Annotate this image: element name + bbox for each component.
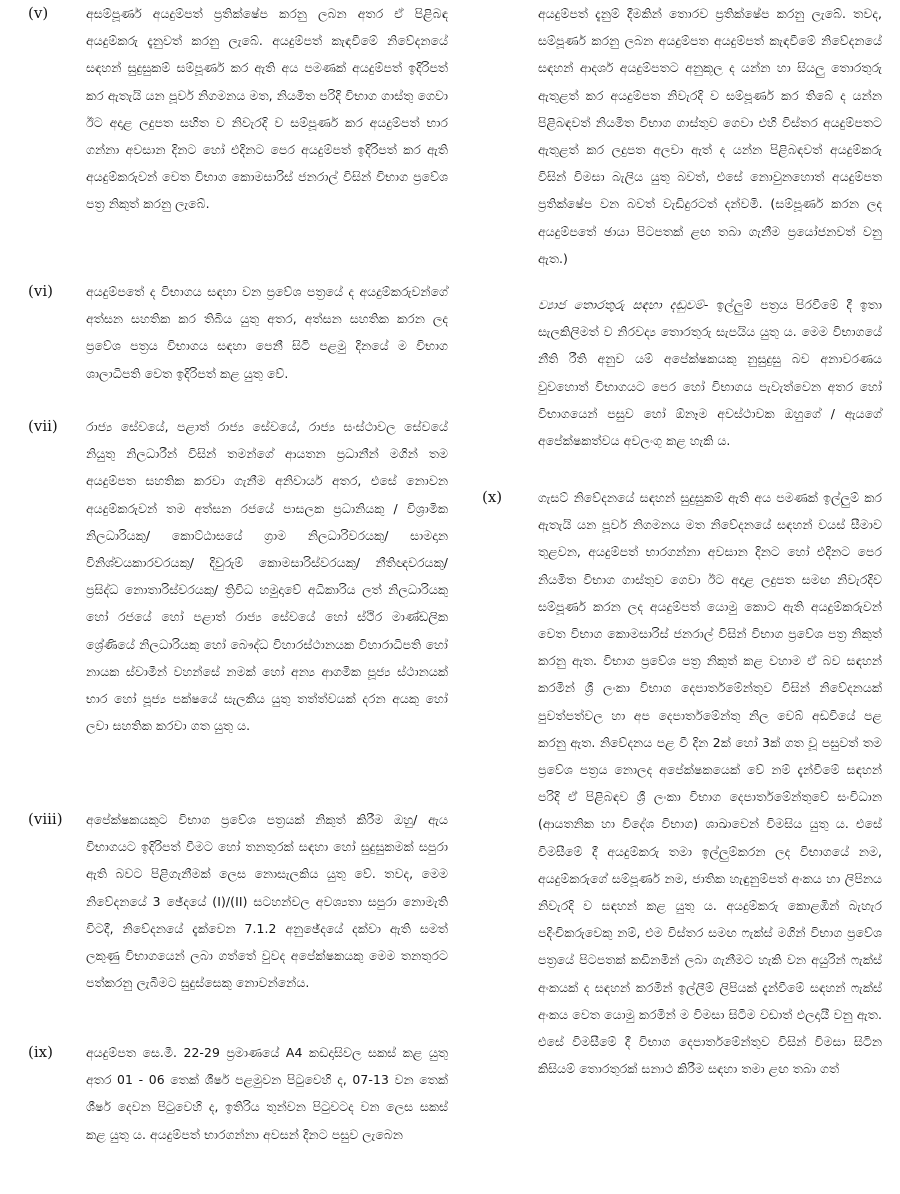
false-info-heading: ව්‍යාජ තොරතුරු සඳහා දඬුවම්- (538, 297, 709, 312)
clause-text: අයදුම්පතේ ද විභාගය සඳහා වන ප්‍රවේශ පත්‍රයේ ද අයදුම්කරුවන්ගේ අත්සන සහතික කර තිබිය යුතු අතර, අත්සන සහතික කරන ලද ප්‍රවේශ පත්‍රය විභාගය සඳහා පෙනී සිටි පළමු දිනයේ ම විභාග ශාලාධිපති වෙත ඉදිරිපත් කළ යුතු වේ. (86, 284, 448, 381)
clause-v (28, 0, 448, 282)
clause-vi (28, 278, 448, 418)
clause-text: අසම්පූර්ණ අයදුම්පත් ප්‍රතික්ෂේප කරනු ලබන අතර ඒ පිළිබඳ අයදුම්කරු දැනුවත් කරනු ලැබේ. අයදුම්පත් කැඳවීමේ නිවේදනයේ සඳහන් සුදුසුකම් සම්පූර්ණ කර ඇති අය පමණක් අයදුම්පත් ඉදිරිපත් කර ඇතැයි යන පූර්ව නිගමනය මත, නියමිත පරිදි විභාග ගාස්තු ගෙවා ඊට අදාළ ලදුපත සහිත ව නිවැරදි ව සම්පූර්ණ කර අයදුම්පත් භාර ගන්නා අවසාන දිනට හෝ එදිනට පෙර අයදුම්පත් ඉදිරිපත් කර ඇති අයදුම්කරුවන් වෙත විභාග කොමසාරිස් ජනරාල් විසින් විභාග ප්‍රවේශ පත්‍ර නිකුත් කරනු ලැබේ. (86, 6, 448, 212)
continuation-paragraph (482, 0, 882, 272)
clause-number: (v) (28, 4, 49, 22)
clause-text: අපේක්ෂකයකුට විභාග ප්‍රවේශ පත්‍රයක් නිකුත් කිරීම ඔහු/ ඇය විභාගයට ඉදිරිපත් වීමට හෝ තනතුරක් සඳහා හෝ සුදුසුකමක් සපුරා ඇති බවට පිළිගැනීමක් ලෙස නොසැලකිය යුතු වේ. තවද, මෙම නිවේදනයේ 3 ඡේදයේ (I)/(II) සටහන්වල අවශ්‍යතා සපුරා නොමැති විටදී, නිවේදනයේ දැක්වෙන 7.1.2 අනුඡේදයේ දක්වා ඇති සමත් ලකුණු විභාගයෙන් ලබා ගත්තේ වුවද අපේක්ෂකයකු මෙම තනතුරට පත්කරනු ලැබීමට සුදුස්සෙකු නොවන්නේය. (86, 812, 448, 991)
clause-number: (vii) (28, 417, 58, 435)
clause-x (482, 484, 882, 1082)
clause-vii (28, 413, 448, 803)
clause-text: රාජ්‍ය සේවයේ, පළාත් රාජ්‍ය සේවයේ, රාජ්‍ය සංස්ථාවල සේවයේ නියුතු නිලධාරීන් විසින් තමන්ගේ ආයතන ප්‍රධානීන් මගින් තම අයදුම්පත සහතික කරවා ගැනීම අනිවාර්ය අතර, එසේ නොවන අයදුම්කරුවන් තම අත්සන රජයේ පාසලක ප්‍රධානියකු / විශ්‍රාමික නිලධාරියකු/ කොට්ඨාසයේ ග්‍රාම නිලධාරිවරයකු/ සාමදාන විනිශ්චයකාරවරයකු/ දිවුරුම් කොමසාරිස්වරයකු/ නීතිඥවරයකු/ ප්‍රසිද්ධ නොතාරිස්වරයකු/ ත්‍රිවිධ හමුදාවේ අධිකාරිය ලත් නිලධාරියකු හෝ රජයේ හෝ පළාත් රාජ්‍ය සේවයේ හෝ ස්ථිර මාණ්ඩලික ශ්‍රේණියේ නිලධාරියකු හෝ බෞද්ධ විහාරස්ථානයක විහාරාධිපති හෝ නායක ස්වාමීන් වහන්සේ නමක් හෝ අන්‍ය ආගමික පූජ්‍ය ස්ථානයක් භාර හෝ පූජ්‍ය පක්ෂයේ සැලකිය යුතු තත්ත්වයක් දරන අයකු හෝ ලවා සහතික කරවා ගත යුතු ය. (86, 419, 448, 734)
false-info-paragraph (482, 291, 882, 454)
clause-number: (vi) (28, 282, 53, 300)
clause-text: ගැසට් නිවේදනයේ සඳහන් සුදුසුකම් ඇති අය පමණක් ඉල්ලුම් කර ඇතැයි යන පූර්ව නිගමනය මත නිවේදනයේ සඳහන් වයස් සීමාව තුළවන, අයදුම්පත් භාරගන්නා අවසාන දිනට හෝ එදිනට පෙර නියමිත විභාග ගාස්තුව ගෙවා ඊට අදාළ ලදුපත සමඟ නිවැරදිව සම්පූර්ණ කරන ලද අයදුම්පත් යොමු කොට ඇති අයදුම්කරුවන් වෙත විභාග කොමසාරිස් ජනරාල් විසින් විභාග ප්‍රවේශ පත්‍ර නිකුත් කරනු ඇත. විභාග ප්‍රවේශ පත්‍ර නිකුත් කළ වහාම ඒ බව සඳහන් කරමින් ශ්‍රී ලංකා විභාග දෙපාර්තමේන්තුව විසින් නිවේදනයක් පුවත්පත්වල හා අප දෙපාර්තමේන්තු නිල වෙබ් අඩවියේ පළ කරනු ඇත. නිවේදනය පළ වී දින 2ක් හෝ 3ක් ගත වූ පසුවත් තම ප්‍රවේශ පත්‍රය නොලද අපේක්ෂකයෙක් වේ නම් දැන්වීමේ සඳහන් පරිදි ඒ පිළිබඳව ශ්‍රී ලංකා විභාග දෙපාර්තමේන්තුවේ සංවිධාන (ආයතනික හා විදේශ විභාග) ශාඛාවෙන් විමසිය යුතු ය. එසේ විමසීමේ දී අයදුම්කරු තමා ඉල්ලුම්කරන ලද විභාගයේ නම, අයදුම්කරුගේ සම්පූර්ණ නම, ජාතික හැඳුනුම්පත් අංකය හා ලිපිනය නිවැරදි ව සඳහන් කළ යුතු ය. අයදුම්කරු කොළඹින් බැහැර පදිංචිකරුවෙකු නම්, එම විස්තර සමඟ ෆැක්ස් මගින් විභාග ප්‍රවේශ පත්‍රයේ පිටපතක් කඩිනමින් ලබා ගැනීමට හැකි වන අයුරින් ෆැක්ස් අංකයක් ද සඳහන් කරමින් ඉල්ලීම් ලිපියක් දැන්වීමේ සඳහන් ෆැක්ස් අංකය වෙත යොමු කරමින් ම විමසා සිටීම වඩාත් ඵලදායී වනු ඇත. එසේ විමසීමේ දී විභාග දෙපාර්තමේන්තුව විසින් විමසා සිටින කිසියම් තොරතුරක් සනාථ කිරීම සඳහා තමා ළඟ තබා ගත් (538, 490, 882, 1077)
clause-number: (ix) (28, 1043, 53, 1061)
clause-text: අයදුම්පත සෙ.මී. 22-29 ප්‍රමාණයේ A4 කඩදාසිවල සකස් කළ යුතු අතර 01 - 06 තෙක් ශීර්ෂ පළමුවන පිටුවෙහි ද, 07-13 වන තෙක් ශීර්ෂ දෙවන පිටුවෙහි ද, ඉතිරිය තුන්වන පිටුවටද වන ලෙස සකස් කළ යුතු ය. අයදුම්පත් භාරගන්නා අවසන් දිනට පසුව ලැබෙන (86, 1045, 448, 1142)
continuation-text: අයදුම්පත් දැනුම් දීමකින් තොරව ප්‍රතික්ෂේප කරනු ලැබේ. තවද, සම්පූර්ණ කරනු ලබන අයදුම්පත අයදුම්පත් කැඳවීමේ නිවේදනයේ සඳහන් ආදර්ශ අයදුම්පතට අනුකූල ද යන්න හා සියලු තොරතුරු ඇතුළත් කර අයදුම්පත නිවැරදි ව සම්පූර්ණ කර තිබේ ද යන්න පිළිබඳවත් නියමිත විභාග ගාස්තුව ගෙවා එහි විස්තර අයදුම්පතට ඇතුළත් කර ලදුපත අලවා ඇත් ද යන්න පිළිබඳවත් අයදුම්කරු විසින් විමසා බැලිය යුතු බවත්, එසේ නොවුනහොත් අයදුම්පත ප්‍රතික්ෂේප වන බවත් වැඩිදුරටත් දන්වමි. (සම්පූර්ණ කරන ලද අයදුම්පතේ ඡායා පිටපතක් ළඟ තබා ගැනීම ප්‍රයෝජනවත් වනු ඇත.) (538, 6, 882, 266)
clause-viii (28, 806, 448, 1036)
false-info-text: ඉල්ලුම් පත්‍රය පිරවීමේ දී ඉතා සැලකිලිමත් ව නිරවද්‍ය තොරතුරු සැපයිය යුතු ය. මෙම විභාගයේ නීති රීති අනුව යම් අපේක්ෂකයකු නුසුදුසු බව අනාවරණය වුවහොත් විභාගයට පෙර හෝ විභාගය පැවැත්වෙන අතර හෝ විභාගයෙන් පසුව හෝ ඕනෑම අවස්ථාවක ඔහුගේ / ඇයගේ අපේක්ෂකත්වය අවලංගු කළ හැකි ය. (538, 297, 882, 449)
false-info-body (538, 291, 882, 454)
clause-number: (viii) (28, 810, 63, 828)
clause-number: (x) (482, 488, 503, 506)
clause-ix (28, 1039, 448, 1189)
